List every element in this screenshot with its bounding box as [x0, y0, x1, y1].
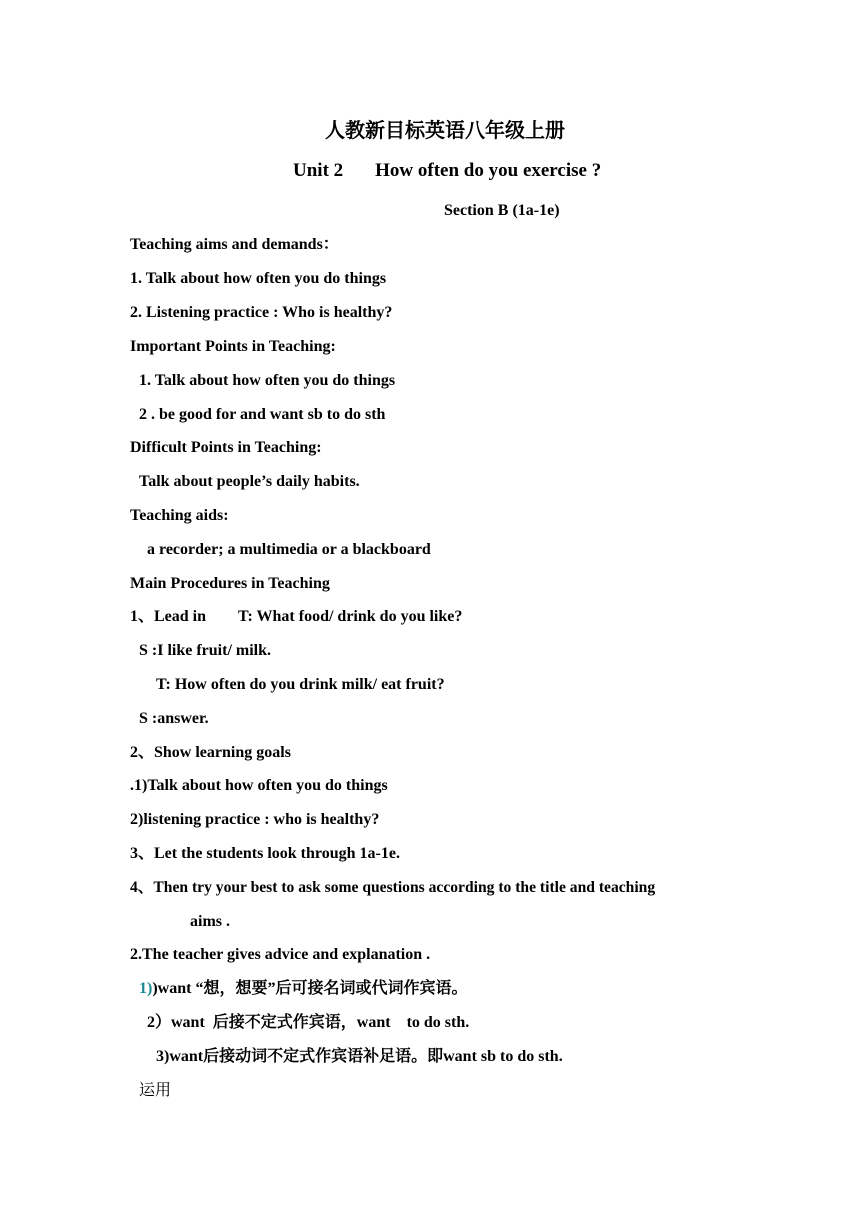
step-4: 4、Then try your best to ask some questions according to the title and teaching — [130, 879, 656, 896]
procedures-heading: Main Procedures in Teaching — [130, 575, 330, 592]
step-1-teacher-question: T: What food/ drink do you like? — [238, 608, 463, 625]
step-4-continued: aims . — [190, 913, 230, 930]
advice-item-2: 2）want 后接不定式作宾语，want to do sth. — [147, 1014, 470, 1031]
important-item-1: 1. Talk about how often you do things — [139, 372, 396, 389]
usage-label: 运用 — [139, 1080, 172, 1099]
aids-item-1: a recorder; a multimedia or a blackboard — [147, 541, 431, 558]
section-heading: Section B (1a-1e) — [444, 202, 560, 219]
aims-heading: Teaching aims and demands： — [130, 236, 339, 253]
difficult-item-1: Talk about people’s daily habits. — [139, 473, 360, 490]
goal-item-1: .1)Talk about how often you do things — [130, 777, 388, 794]
aids-heading: Teaching aids: — [130, 507, 229, 524]
step-1-label: 1、Lead in — [130, 608, 207, 625]
document-title: 人教新目标英语八年级上册 — [325, 118, 565, 142]
advice-item-1-text: )want “想，想要”后可接名词或代词作宾语。 — [152, 980, 468, 997]
difficult-heading: Difficult Points in Teaching: — [130, 439, 322, 456]
advice-heading: 2.The teacher gives advice and explanation . — [130, 946, 431, 963]
step-2: 2、Show learning goals — [130, 744, 291, 761]
advice-item-1 — [139, 979, 467, 999]
unit-title: How often do you exercise ? — [375, 160, 602, 181]
step-3: 3、Let the students look through 1a-1e. — [130, 845, 400, 862]
aim-item-2: 2. Listening practice : Who is healthy? — [130, 304, 393, 321]
step-1-teacher-question-2: T: How often do you drink milk/ eat fruit? — [156, 676, 445, 693]
important-heading: Important Points in Teaching: — [130, 338, 336, 355]
unit-label: Unit 2 — [293, 160, 344, 181]
step-1-student-answer: S :I like fruit/ milk. — [139, 642, 272, 659]
advice-item-3: 3)want后接动词不定式作宾语补足语。即want sb to do sth. — [156, 1048, 563, 1065]
unit-heading — [293, 160, 601, 182]
aim-item-1: 1. Talk about how often you do things — [130, 270, 387, 287]
advice-item-1-number: 1) — [139, 980, 153, 997]
important-item-2: 2 . be good for and want sb to do sth — [139, 406, 386, 423]
step-1-student-answer-2: S :answer. — [139, 710, 209, 727]
goal-item-2: 2)listening practice : who is healthy? — [130, 811, 380, 828]
